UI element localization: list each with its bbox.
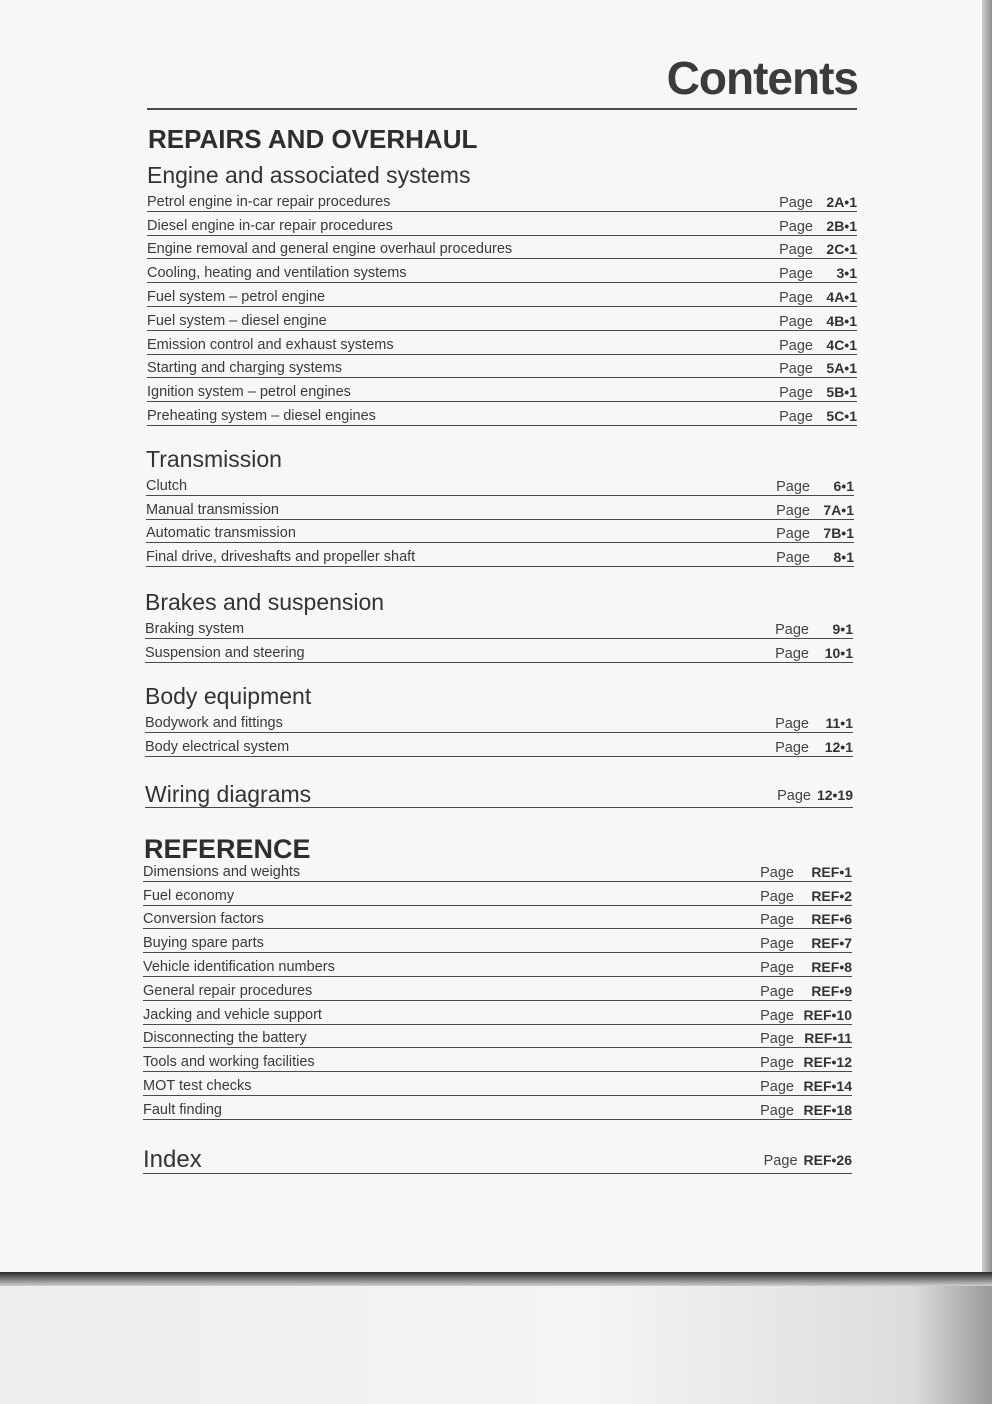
page-word: Page [760, 1078, 794, 1095]
page-number: REF•11 [804, 1030, 852, 1047]
page-word: Page [775, 715, 809, 732]
toc-entry[interactable] [147, 402, 857, 426]
toc-entry[interactable] [147, 378, 857, 402]
page-reference [775, 715, 853, 732]
page-word: Page [779, 218, 813, 235]
toc-entry[interactable] [143, 1001, 852, 1025]
page-reference [760, 959, 852, 976]
page-number: 6•1 [833, 477, 854, 494]
page-number: REF•1 [811, 863, 852, 880]
entry-label: Body electrical system [145, 738, 290, 755]
page-number: REF•14 [803, 1077, 852, 1094]
entry-label: Starting and charging systems [147, 360, 343, 377]
page-word: Page [760, 888, 794, 905]
page-reference [760, 911, 852, 928]
toc-entry[interactable] [147, 259, 857, 283]
page-number: 4C•1 [826, 336, 857, 353]
entry-label: Fuel system – diesel engine [147, 312, 327, 329]
page-word: Page [776, 478, 810, 495]
toc-entry[interactable] [143, 1025, 852, 1049]
entry-label: Engine removal and general engine overhaul procedures [147, 241, 513, 258]
page-reference [760, 1054, 852, 1071]
toc-entry[interactable] [143, 1072, 852, 1096]
page-reference [779, 241, 857, 258]
entry-label: Preheating system – diesel engines [147, 407, 376, 424]
page-word: Page [776, 502, 810, 519]
entry-label: Final drive, driveshafts and propeller shaft [146, 549, 416, 566]
page-number: 5C•1 [826, 407, 857, 424]
page-reference [779, 313, 857, 330]
page-title: Contents [666, 52, 858, 104]
toc-entry[interactable] [145, 639, 853, 663]
page-number: 4A•1 [826, 288, 857, 305]
page-word: Page [779, 289, 813, 306]
entry-label: MOT test checks [143, 1077, 252, 1094]
toc-entry[interactable] [143, 1048, 852, 1072]
page-reference [775, 645, 853, 662]
toc-entry[interactable] [147, 212, 857, 236]
page-reference [775, 739, 853, 756]
section-index [143, 1144, 852, 1174]
toc-list [146, 472, 854, 567]
section-title: Body equipment [145, 683, 312, 709]
page-number: REF•18 [803, 1101, 852, 1118]
page-number: 9•1 [832, 620, 853, 637]
page-reference [760, 864, 852, 881]
entry-label: Clutch [146, 477, 188, 494]
page-word: Page [760, 864, 794, 881]
page-word: Page [760, 1055, 794, 1072]
section-title: Index [143, 1146, 202, 1173]
page-reference [760, 983, 852, 1000]
entry-label: Emission control and exhaust systems [147, 336, 394, 353]
page-word: Page [779, 194, 813, 211]
section-wiring [145, 780, 853, 808]
section-engine [147, 162, 857, 426]
page-reference [779, 218, 857, 235]
toc-entry[interactable] [145, 733, 853, 757]
toc-entry[interactable] [145, 709, 853, 733]
page-number: 3•1 [836, 265, 857, 282]
toc-entry[interactable] [147, 355, 857, 379]
page-word: Page [779, 385, 813, 402]
page-number: REF•2 [811, 887, 852, 904]
page-word: Page [776, 526, 810, 543]
toc-entry[interactable] [143, 858, 852, 882]
page-number: 10•1 [824, 644, 853, 661]
toc-entry[interactable] [146, 496, 854, 520]
page-reference [779, 408, 857, 425]
toc-list [145, 615, 853, 663]
entry-label: Manual transmission [146, 501, 279, 518]
page-reference [760, 1007, 852, 1024]
entry-label: Cooling, heating and ventilation systems [147, 265, 407, 282]
entry-label: Dimensions and weights [143, 863, 301, 880]
page-number: REF•9 [811, 982, 852, 999]
title-rule [147, 108, 857, 110]
entry-label: Buying spare parts [143, 935, 264, 952]
reference-heading: REFERENCE [144, 834, 311, 864]
page-word: Page [779, 337, 813, 354]
page-edge [982, 0, 992, 1272]
page-reference [760, 935, 852, 952]
entry-label: Conversion factors [143, 911, 264, 928]
section-reference [143, 858, 852, 1120]
page-reference [764, 1152, 852, 1173]
page-number: 5B•1 [826, 384, 857, 401]
page-word: Page [779, 266, 813, 283]
page-reference [779, 265, 857, 282]
page-word: Page [777, 788, 811, 804]
toc-entry[interactable] [143, 1144, 852, 1174]
page-number: 11•1 [825, 714, 853, 731]
entry-label: Braking system [145, 620, 245, 637]
section-brakes [145, 589, 853, 663]
toc-entry[interactable] [146, 472, 854, 496]
entry-label: Disconnecting the battery [143, 1030, 307, 1047]
page-word: Page [779, 313, 813, 330]
toc-entry[interactable] [143, 953, 852, 977]
entry-label: Fuel economy [143, 887, 235, 904]
entry-label: Fuel system – petrol engine [147, 288, 326, 305]
entry-label: Ignition system – petrol engines [147, 384, 351, 401]
toc-entry[interactable] [147, 236, 857, 260]
page-word: Page [779, 361, 813, 378]
page-word: Page [779, 242, 813, 259]
entry-label: General repair procedures [143, 982, 313, 999]
section-body [145, 683, 853, 757]
page-number: 8•1 [833, 549, 854, 566]
toc-list [143, 858, 852, 1120]
page-reference [779, 194, 857, 211]
entry-label: Petrol engine in-car repair procedures [147, 193, 391, 210]
page-number: 12•1 [824, 738, 853, 755]
toc-entry[interactable] [145, 615, 853, 639]
page-reference [779, 289, 857, 306]
page-number: 2C•1 [826, 241, 857, 258]
entry-label: Suspension and steering [145, 644, 305, 661]
entry-label: Jacking and vehicle support [143, 1006, 322, 1023]
page-reference [760, 1102, 852, 1119]
section-title: Transmission [146, 446, 282, 472]
page-number: REF•6 [811, 911, 852, 928]
page-word: Page [779, 408, 813, 425]
page-reference [776, 502, 854, 519]
page-word: Page [776, 550, 810, 567]
toc-entry[interactable] [143, 906, 852, 930]
page-number: REF•12 [803, 1054, 852, 1071]
section-title: Wiring diagrams [145, 781, 312, 807]
page-word: Page [760, 1031, 794, 1048]
toc-list [147, 188, 857, 426]
page-number: 12•19 [816, 787, 853, 803]
toc-entry[interactable] [147, 331, 857, 355]
page-number: REF•26 [803, 1152, 852, 1168]
entry-label: Fault finding [143, 1101, 222, 1118]
page-reference [760, 1078, 852, 1095]
toc-entry[interactable] [146, 520, 854, 544]
toc-entry[interactable] [145, 780, 853, 808]
page-word: Page [775, 739, 809, 756]
page-reference [779, 384, 857, 401]
entry-label: Diesel engine in-car repair procedures [147, 217, 393, 234]
section-title: Brakes and suspension [145, 589, 385, 615]
scanner-background [0, 1286, 992, 1404]
page-reference [776, 478, 854, 495]
page-reference [779, 360, 857, 377]
entry-label: Bodywork and fittings [145, 714, 283, 731]
page-reference [760, 1030, 852, 1047]
page-number: REF•8 [811, 958, 852, 975]
toc-entry[interactable] [147, 188, 857, 212]
page-word: Page [763, 1153, 798, 1169]
page-word: Page [760, 1007, 794, 1024]
repairs-heading: REPAIRS AND OVERHAUL [148, 124, 478, 154]
toc-entry[interactable] [143, 882, 852, 906]
toc-list [145, 709, 853, 757]
entry-label: Vehicle identification numbers [143, 958, 335, 975]
page-reference [775, 621, 853, 638]
page-reference [776, 549, 854, 566]
page-word: Page [760, 912, 794, 929]
entry-label: Automatic transmission [146, 525, 296, 542]
section-transmission [146, 446, 854, 567]
page-number: REF•7 [811, 935, 852, 952]
page-word: Page [775, 621, 809, 638]
page-number: 4B•1 [826, 312, 857, 329]
page-word: Page [775, 645, 809, 662]
page-word: Page [760, 959, 794, 976]
page-reference [760, 888, 852, 905]
toc-entry[interactable] [143, 1096, 852, 1120]
page-reference [776, 525, 854, 542]
toc-entry[interactable] [143, 929, 852, 953]
page-number: 2B•1 [826, 217, 857, 234]
page-number: 5A•1 [826, 360, 857, 377]
toc-entry[interactable] [146, 543, 854, 567]
page-word: Page [760, 983, 794, 1000]
page-number: REF•10 [803, 1006, 852, 1023]
page-bottom-shadow [0, 1272, 992, 1286]
page-reference [777, 787, 853, 807]
page-number: 7A•1 [823, 501, 854, 518]
page-word: Page [760, 1102, 794, 1119]
toc-entry[interactable] [147, 283, 857, 307]
page-number: 7B•1 [823, 525, 854, 542]
page-word: Page [760, 936, 794, 953]
toc-entry[interactable] [147, 307, 857, 331]
entry-label: Tools and working facilities [143, 1054, 315, 1071]
page-number: 2A•1 [826, 193, 857, 210]
section-title: Engine and associated systems [147, 162, 471, 188]
page-reference [779, 337, 857, 354]
toc-entry[interactable] [143, 977, 852, 1001]
